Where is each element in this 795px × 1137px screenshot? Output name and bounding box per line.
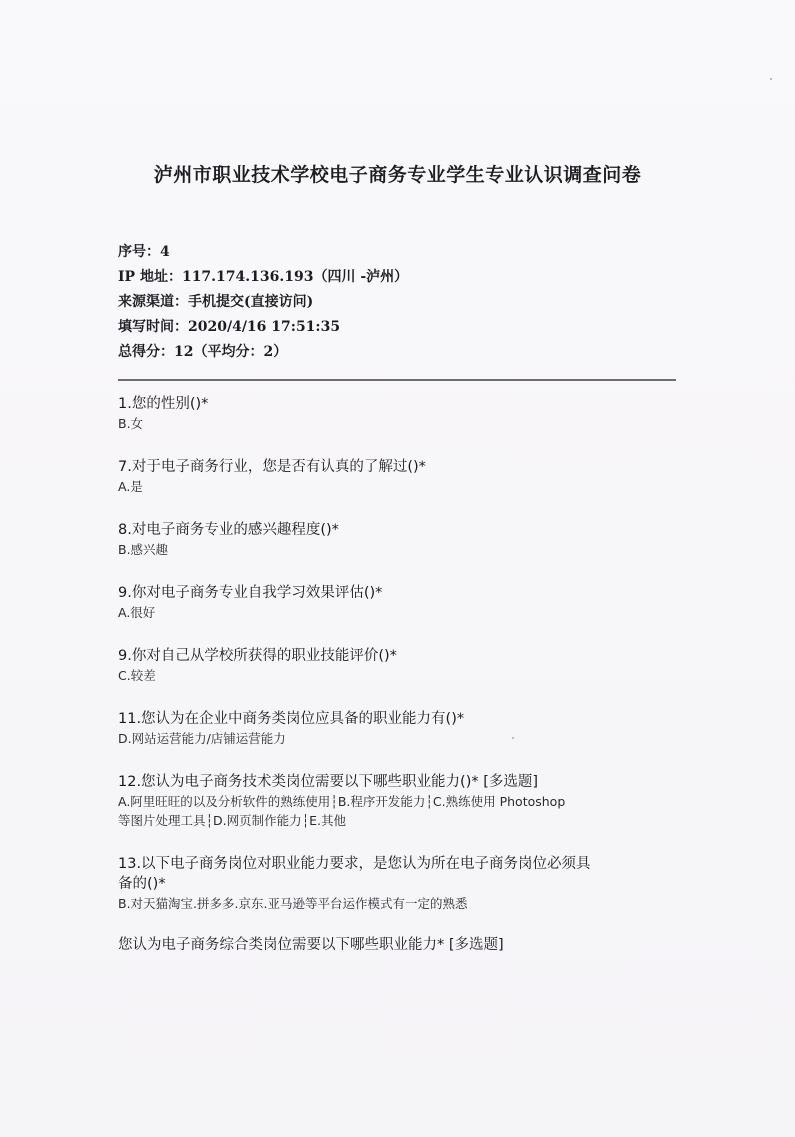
answer-text-line-1: A.阿里旺旺的以及分析软件的熟练使用┆B.程序开发能力┆C.熟练使用 Photoshop	[118, 794, 566, 809]
answer-text: B.感兴趣	[118, 542, 169, 557]
answer-text: A.是	[118, 479, 143, 494]
question-text-line-2: 备的()*	[118, 876, 166, 892]
question-item	[118, 709, 678, 748]
question-text-line-1: 13.以下电子商务岗位对职业能力要求，是您认为所在电子商务岗位必须具	[118, 856, 591, 872]
question-item	[118, 520, 678, 559]
document-title: 泸州市职业技术学校电子商务专业学生专业认识调查问卷	[153, 164, 642, 186]
answer-text: A.很好	[118, 605, 156, 620]
question-item	[118, 457, 678, 496]
question-text: 您认为电子商务综合类岗位需要以下哪些职业能力* [多选题]	[118, 937, 504, 953]
question-list	[118, 394, 678, 955]
meta-ip: IP 地址：117.174.136.193（四川 -泸州）	[118, 269, 409, 285]
answer-text: C.较差	[118, 668, 156, 683]
question-text: 1.您的性别()*	[118, 396, 209, 412]
answer-text: D.网站运营能力/店铺运营能力	[118, 731, 286, 746]
scan-speck	[770, 78, 772, 80]
section-divider	[118, 379, 676, 381]
answer-text: B.对天猫淘宝.拼多多.京东.亚马逊等平台运作模式有一定的熟悉	[118, 896, 468, 911]
meta-serial: 序号：4	[118, 244, 170, 260]
question-item	[118, 935, 678, 955]
meta-total-score: 总得分：12（平均分：2）	[118, 344, 288, 360]
meta-fill-time: 填写时间：2020/4/16 17:51:35	[118, 319, 341, 335]
question-text: 9.你对自己从学校所获得的职业技能评价()*	[118, 648, 397, 664]
answer-text: B.女	[118, 416, 144, 431]
scan-speck	[512, 737, 514, 739]
question-text: 8.对电子商务专业的感兴趣程度()*	[118, 522, 339, 538]
question-text: 11.您认为在企业中商务类岗位应具备的职业能力有()*	[118, 711, 465, 727]
question-text: 12.您认为电子商务技术类岗位需要以下哪些职业能力()* [多选题]	[118, 774, 539, 790]
question-text: 9.你对电子商务专业自我学习效果评估()*	[118, 585, 383, 601]
meta-source: 来源渠道：手机提交(直接访问)	[118, 294, 314, 310]
question-item	[118, 583, 678, 622]
question-item	[118, 646, 678, 685]
question-text: 7.对于电子商务行业，您是否有认真的了解过()*	[118, 459, 426, 475]
answer-text-line-2: 等图片处理工具┆D.网页制作能力┆E.其他	[118, 813, 347, 828]
question-item	[118, 854, 678, 913]
question-item	[118, 394, 678, 433]
response-meta	[118, 240, 408, 365]
question-item	[118, 772, 678, 830]
